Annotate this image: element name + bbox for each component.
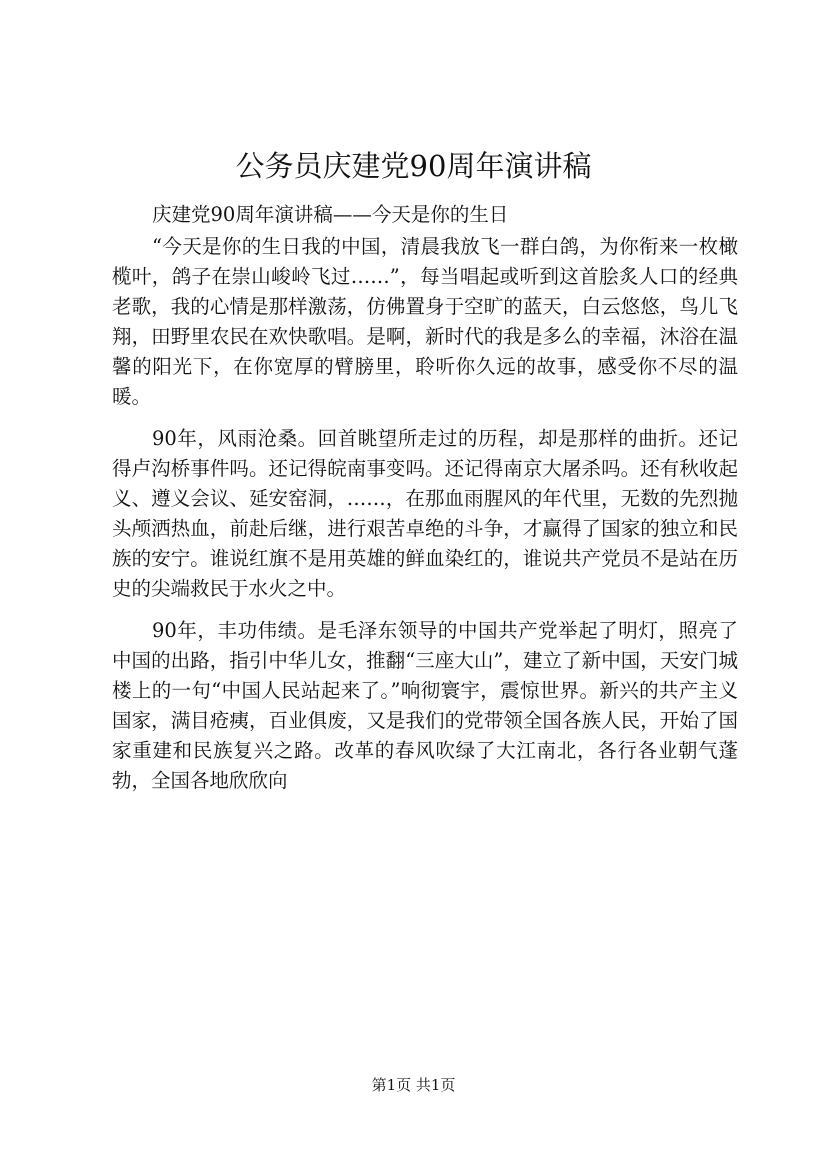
paragraph-1: “今天是你的生日我的中国，清晨我放飞一群白鸽，为你衔来一枚橄榄叶，鸽子在崇山峻岭飞过……”，每当唱起或听到这首脍炙人口的经典老歌，我的心情是那样激荡，仿佛置身于空旷的蓝天，白云悠悠，鸟儿飞翔，田野里农民在欢快歌唱。是啊，新时代的我是多么的幸福，沐浴在温馨的阳光下，在你宽厚的臂膀里，聆听你久远的故事，感受你不尽的温暖。 — [112, 235, 738, 408]
page-number-footer: 第1页 共1页 — [371, 1076, 456, 1094]
document-title: 公务员庆建党90周年演讲稿 — [235, 149, 592, 183]
subtitle-paragraph: 庆建党90周年演讲稿——今天是你的生日 — [152, 203, 509, 226]
document-body — [112, 200, 738, 796]
paragraph-2: 90年，风雨沧桑。回首眺望所走过的历程，却是那样的曲折。还记得卢沟桥事件吗。还记得皖南事变吗。还记得南京大屠杀吗。还有秋收起义、遵义会议、延安窑洞，……，在那血雨腥风的年代里，无数的先烈抛头颅洒热血，前赴后继，进行艰苦卓绝的斗争，才赢得了国家的独立和民族的安宁。谁说红旗不是用英雄的鲜血染红的，谁说共产党员不是站在历史的尖端救民于水火之中。 — [112, 427, 738, 600]
paragraph-3: 90年，丰功伟绩。是毛泽东领导的中国共产党举起了明灯，照亮了中国的出路，指引中华儿女，推翻“三座大山”，建立了新中国，天安门城楼上的一句“中国人民站起来了。”响彻寰宇，震惊世界。新兴的共产主义国家，满目疮痍，百业俱废，又是我们的党带领全国各族人民，开始了国家重建和民族复兴之路。改革的春风吹绿了大江南北，各行各业朝气蓬勃，全国各地欣欣向 — [112, 619, 738, 792]
